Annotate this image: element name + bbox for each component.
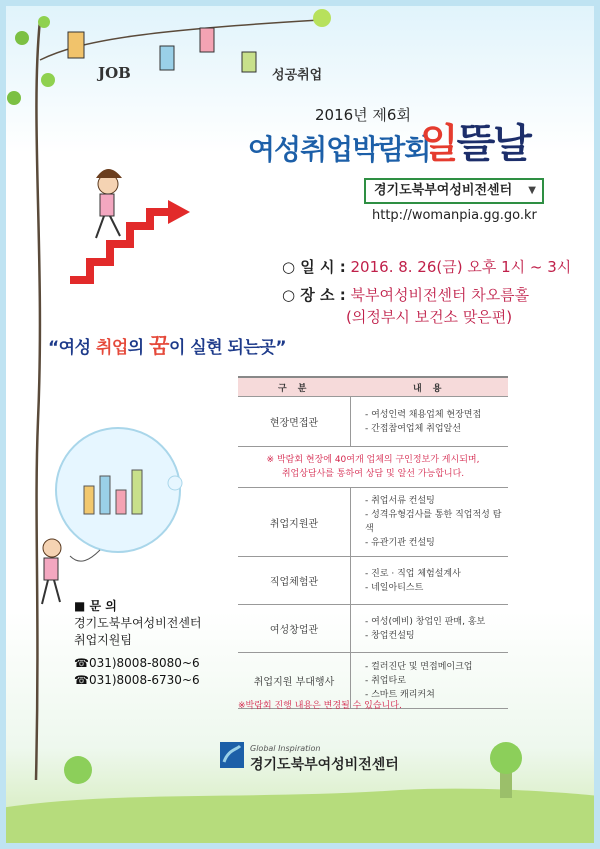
detail-line: - 진로 · 직업 체험설계사 — [365, 568, 461, 579]
row-category: 취업지원 부대행사 — [238, 653, 351, 709]
chevron-down-icon: ▼ — [528, 185, 536, 196]
contact-phone[interactable]: ☎031)8008-6730~6 — [74, 673, 200, 687]
detail-line: - 스마트 캐리커쳐 — [365, 689, 435, 700]
row-category: 취업지원관 — [238, 488, 351, 557]
detail-line: - 취업서류 컨설팅 — [365, 496, 435, 506]
detail-line: - 컬러진단 및 면접메이크업 — [365, 661, 473, 672]
row-category: 직업체험관 — [238, 557, 351, 605]
detail-line: - 취업타로 — [365, 675, 406, 686]
slogan-text: 이 — [168, 338, 191, 358]
header-detail: 내 용 — [351, 377, 509, 397]
row-category: 현장면접관 — [238, 397, 351, 447]
date-value: 2016. 8. 26(금) 오후 1시 ~ 3시 — [350, 258, 572, 276]
logo-text: 뜰날 — [456, 121, 530, 167]
organizer-name: 경기도북부여성비전센터 — [374, 183, 513, 198]
footer-org-name: 경기도북부여성비전센터 — [250, 757, 399, 773]
place-label: ○ 장 소 : — [282, 286, 346, 304]
contact-heading: ■ 문 의 — [74, 599, 117, 613]
fair-title: 여성취업박람회 — [248, 133, 431, 166]
success-label: 성공취업 — [272, 68, 323, 83]
contact-team: 취업지원팀 — [74, 633, 132, 647]
contact-phone[interactable]: ☎031)8008-8080~6 — [74, 656, 200, 670]
footer-tagline: Global Inspiration — [250, 744, 321, 753]
slogan-word: 취업 — [95, 338, 128, 358]
logo-sun-text: 일 — [420, 121, 457, 167]
date-label: ○ 일 시 : — [282, 258, 346, 276]
detail-line: - 간접참여업체 취업알선 — [365, 423, 461, 434]
detail-line: - 여성(예비) 창업인 판매, 홍보 — [365, 616, 486, 627]
slogan-close: 되는곳” — [222, 338, 286, 358]
detail-line: - 창업컨설팅 — [365, 630, 415, 641]
contact-org: 경기도북부여성비전센터 — [74, 616, 202, 630]
detail-line: - 성격유형검사를 통한 직업적성 탐색 — [365, 510, 502, 534]
slogan-text: 실현 — [190, 338, 223, 358]
job-label: JOB — [98, 64, 131, 82]
place-sub: (의정부시 보건소 맞은편) — [346, 308, 513, 326]
header-category: 구 분 — [238, 377, 351, 397]
detail-line: - 여성인력 채용업체 현장면접 — [365, 409, 482, 420]
detail-line: - 유관기관 컨설팅 — [365, 538, 435, 548]
detail-line: - 네일아티스트 — [365, 582, 424, 593]
slogan-word: 꿈 — [149, 334, 169, 358]
slogan-open: “여성 — [48, 338, 96, 358]
website-link[interactable]: http://womanpia.gg.go.kr — [372, 208, 537, 223]
edition-label: 2016년 제6회 — [315, 106, 411, 124]
notice-line: ※ 박람회 현장에 40여개 업체의 구인정보가 게시되며, — [266, 455, 480, 465]
table-footnote: ※박람회 진행 내용은 변경될 수 있습니다. — [238, 701, 402, 711]
row-category: 여성창업관 — [238, 605, 351, 653]
notice-line: 취업상담사를 통하여 상담 및 알선 가능합니다. — [281, 469, 465, 479]
place-value: 북부여성비전센터 차오름홀 — [350, 286, 530, 304]
slogan-text: 의 — [127, 338, 150, 358]
